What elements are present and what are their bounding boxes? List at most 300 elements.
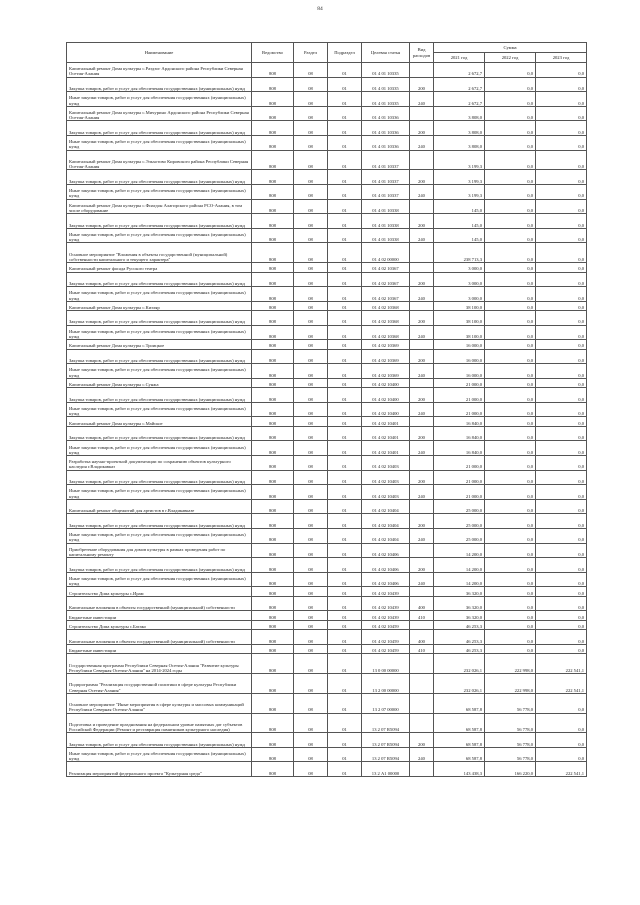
row-target: 01 4 02 10403 [362, 485, 410, 500]
row-sum-2023: 0,0 [536, 417, 587, 426]
row-sum-2021: 46 253,3 [434, 620, 485, 629]
row-expense-type [410, 654, 434, 674]
row-expense-type: 240 [410, 184, 434, 199]
table-body [67, 63, 587, 777]
row-sum-2021: 3 000,0 [434, 272, 485, 287]
row-target: 13 2 07 R5094 [362, 733, 410, 748]
row-name: Иные закупки товаров, работ и услуг для обеспечения государственных (муниципальных) нужд [67, 135, 252, 150]
table-row [67, 243, 587, 263]
row-subsection: 01 [328, 170, 362, 185]
row-sum-2021: 2 672,7 [434, 63, 485, 78]
row-sum-2022: 56 778,0 [485, 747, 536, 762]
row-subsection: 01 [328, 528, 362, 543]
row-name: Капитальные вложения в объекты государственной (муниципальной) собственности [67, 630, 252, 645]
row-subsection: 01 [328, 441, 362, 456]
row-expense-type [410, 106, 434, 121]
row-name: Иные закупки товаров, работ и услуг для обеспечения государственных (муниципальных) нужд [67, 528, 252, 543]
row-subsection: 01 [328, 630, 362, 645]
row-sum-2022: 0,0 [485, 596, 536, 611]
row-subsection: 01 [328, 92, 362, 107]
row-sum-2022: 0,0 [485, 63, 536, 78]
table-row [67, 654, 587, 674]
table-row [67, 214, 587, 229]
row-target: 01 4 02 10406 [362, 572, 410, 587]
row-department: 808 [252, 378, 294, 387]
row-sum-2021: 21 000,0 [434, 485, 485, 500]
row-department: 808 [252, 499, 294, 514]
table-row [67, 92, 587, 107]
row-section: 08 [294, 596, 328, 611]
table-header [67, 43, 587, 63]
row-target: 01 4 02 10404 [362, 499, 410, 514]
row-name: Иные закупки товаров, работ и услуг для обеспечения государственных (муниципальных) нужд [67, 441, 252, 456]
row-department: 808 [252, 644, 294, 653]
row-sum-2022: 0,0 [485, 184, 536, 199]
row-subsection: 01 [328, 272, 362, 287]
row-section: 08 [294, 402, 328, 417]
row-expense-type: 200 [410, 170, 434, 185]
row-name: Закупка товаров, работ и услуг для обеспечения государственных (муниципальных) нужд [67, 426, 252, 441]
row-department: 808 [252, 263, 294, 272]
row-sum-2022: 222 998,0 [485, 673, 536, 693]
row-name: Капитальный ремонт Дома культуры с.Фиагдон Алагирского района РСО-Алания, в том числе оборудование [67, 199, 252, 214]
row-section: 08 [294, 364, 328, 379]
header-department: Ведомство [252, 43, 294, 63]
row-sum-2023: 0,0 [536, 470, 587, 485]
row-section: 08 [294, 311, 328, 326]
row-sum-2022: 0,0 [485, 528, 536, 543]
table-row [67, 228, 587, 243]
row-section: 08 [294, 121, 328, 136]
row-expense-type: 200 [410, 214, 434, 229]
row-expense-type: 240 [410, 287, 434, 302]
row-section: 08 [294, 470, 328, 485]
row-department: 808 [252, 349, 294, 364]
table-row [67, 199, 587, 214]
table-row [67, 311, 587, 326]
row-sum-2023: 0,0 [536, 135, 587, 150]
row-subsection: 01 [328, 340, 362, 349]
table-row [67, 693, 587, 713]
row-department: 808 [252, 596, 294, 611]
row-sum-2022: 0,0 [485, 587, 536, 596]
row-subsection: 01 [328, 558, 362, 573]
row-department: 808 [252, 301, 294, 310]
row-name: Подпрограмма "Реализация государственной политики в сфере культуры Республики Северная Осетия-Алания" [67, 673, 252, 693]
row-sum-2022: 0,0 [485, 325, 536, 340]
row-department: 808 [252, 528, 294, 543]
row-subsection: 01 [328, 243, 362, 263]
row-sum-2021: 68 587,8 [434, 747, 485, 762]
row-target: 01 4 02 10403 [362, 470, 410, 485]
row-sum-2023: 0,0 [536, 170, 587, 185]
row-sum-2023: 0,0 [536, 747, 587, 762]
row-sum-2021: 16 000,0 [434, 349, 485, 364]
row-name: Закупка товаров, работ и услуг для обеспечения государственных (муниципальных) нужд [67, 558, 252, 573]
row-sum-2021: 36 320,0 [434, 611, 485, 620]
row-name: Закупка товаров, работ и услуг для обеспечения государственных (муниципальных) нужд [67, 121, 252, 136]
row-expense-type: 200 [410, 558, 434, 573]
row-subsection: 01 [328, 426, 362, 441]
table-row [67, 287, 587, 302]
row-expense-type: 240 [410, 364, 434, 379]
row-sum-2022: 0,0 [485, 287, 536, 302]
row-target: 13 2 07 00000 [362, 693, 410, 713]
row-target: 01 4 02 10400 [362, 402, 410, 417]
row-section: 08 [294, 485, 328, 500]
row-sum-2023: 0,0 [536, 349, 587, 364]
row-name: Капитальный ремонт Дома культуры с.Сунжа [67, 378, 252, 387]
row-subsection: 01 [328, 644, 362, 653]
table-row [67, 150, 587, 170]
row-section: 08 [294, 340, 328, 349]
row-subsection: 01 [328, 301, 362, 310]
row-sum-2023: 0,0 [536, 106, 587, 121]
row-subsection: 01 [328, 747, 362, 762]
row-sum-2023: 0,0 [536, 243, 587, 263]
row-subsection: 01 [328, 349, 362, 364]
row-name: Закупка товаров, работ и услуг для обеспечения государственных (муниципальных) нужд [67, 272, 252, 287]
table-row [67, 611, 587, 620]
row-sum-2022: 0,0 [485, 311, 536, 326]
row-sum-2021: 145,0 [434, 228, 485, 243]
row-subsection: 01 [328, 364, 362, 379]
row-section: 08 [294, 301, 328, 310]
row-expense-type: 200 [410, 426, 434, 441]
table-row [67, 620, 587, 629]
row-sum-2022: 0,0 [485, 243, 536, 263]
row-department: 808 [252, 287, 294, 302]
row-subsection: 01 [328, 199, 362, 214]
row-sum-2023: 222 541,1 [536, 762, 587, 777]
row-sum-2021: 14 200,0 [434, 572, 485, 587]
row-sum-2021: 3 199,3 [434, 150, 485, 170]
row-expense-type [410, 693, 434, 713]
row-sum-2021: 38 100,0 [434, 325, 485, 340]
table-row [67, 325, 587, 340]
row-expense-type: 410 [410, 644, 434, 653]
row-sum-2022: 0,0 [485, 630, 536, 645]
row-sum-2023: 0,0 [536, 364, 587, 379]
row-department: 808 [252, 388, 294, 403]
table-row [67, 426, 587, 441]
row-sum-2023: 0,0 [536, 301, 587, 310]
header-year-2021: 2021 год [434, 53, 485, 63]
row-subsection: 01 [328, 654, 362, 674]
table-row [67, 272, 587, 287]
row-sum-2022: 0,0 [485, 150, 536, 170]
row-sum-2023: 0,0 [536, 150, 587, 170]
table-row [67, 184, 587, 199]
row-target: 01 4 02 10439 [362, 587, 410, 596]
row-target: 01 4 01 10336 [362, 135, 410, 150]
row-section: 08 [294, 630, 328, 645]
row-section: 08 [294, 587, 328, 596]
row-subsection: 01 [328, 713, 362, 733]
row-target: 01 4 02 10439 [362, 596, 410, 611]
header-target: Целевая статья [362, 43, 410, 63]
row-sum-2022: 0,0 [485, 620, 536, 629]
row-sum-2023: 0,0 [536, 214, 587, 229]
table-row [67, 558, 587, 573]
row-target: 13 2 00 00000 [362, 673, 410, 693]
row-sum-2021: 21 000,0 [434, 388, 485, 403]
row-subsection: 01 [328, 214, 362, 229]
row-sum-2023: 0,0 [536, 528, 587, 543]
row-sum-2022: 0,0 [485, 340, 536, 349]
row-name: Строительство Дома культуры с.Ирам [67, 587, 252, 596]
row-sum-2023: 0,0 [536, 287, 587, 302]
row-subsection: 01 [328, 184, 362, 199]
row-sum-2021: 46 253,3 [434, 630, 485, 645]
row-sum-2023: 0,0 [536, 644, 587, 653]
row-sum-2023: 0,0 [536, 263, 587, 272]
row-sum-2021: 16 000,0 [434, 364, 485, 379]
row-target: 01 4 02 10400 [362, 388, 410, 403]
row-sum-2022: 0,0 [485, 572, 536, 587]
row-sum-2021: 25 000,0 [434, 528, 485, 543]
row-department: 808 [252, 693, 294, 713]
row-department: 808 [252, 228, 294, 243]
row-sum-2021: 238 713,3 [434, 243, 485, 263]
row-name: Подготовка и проведение празднования на федеральном уровне памятных дат субъектов Российской Федерации (Ремонт и реставрация памятников культурного наследия) [67, 713, 252, 733]
row-section: 08 [294, 214, 328, 229]
row-expense-type: 200 [410, 388, 434, 403]
row-expense-type [410, 620, 434, 629]
row-sum-2023: 0,0 [536, 499, 587, 514]
row-section: 08 [294, 199, 328, 214]
table-row [67, 733, 587, 748]
table-row [67, 170, 587, 185]
row-sum-2021: 3 808,0 [434, 121, 485, 136]
table-row [67, 388, 587, 403]
row-sum-2023: 0,0 [536, 543, 587, 558]
row-name: Иные закупки товаров, работ и услуг для обеспечения государственных (муниципальных) нужд [67, 485, 252, 500]
row-target: 01 4 02 10369 [362, 364, 410, 379]
row-department: 808 [252, 514, 294, 529]
row-section: 08 [294, 733, 328, 748]
table-row [67, 402, 587, 417]
row-sum-2023: 0,0 [536, 378, 587, 387]
row-expense-type: 200 [410, 349, 434, 364]
row-sum-2022: 0,0 [485, 611, 536, 620]
table-row [67, 470, 587, 485]
row-expense-type: 200 [410, 470, 434, 485]
row-target: 01 4 02 10401 [362, 417, 410, 426]
row-expense-type [410, 417, 434, 426]
table-row [67, 378, 587, 387]
row-sum-2022: 222 998,0 [485, 654, 536, 674]
row-subsection: 01 [328, 596, 362, 611]
row-subsection: 01 [328, 106, 362, 121]
page-number: 84 [317, 6, 323, 12]
row-subsection: 01 [328, 388, 362, 403]
row-subsection: 01 [328, 417, 362, 426]
row-section: 08 [294, 378, 328, 387]
header-section: Раздел [294, 43, 328, 63]
row-sum-2021: 145,0 [434, 214, 485, 229]
row-section: 08 [294, 63, 328, 78]
row-sum-2022: 56 778,0 [485, 733, 536, 748]
row-target: 01 4 02 10369 [362, 340, 410, 349]
row-subsection: 01 [328, 135, 362, 150]
row-sum-2022: 0,0 [485, 644, 536, 653]
row-sum-2022: 56 778,0 [485, 713, 536, 733]
row-department: 808 [252, 325, 294, 340]
row-target: 01 4 02 10400 [362, 378, 410, 387]
row-sum-2021: 143 438,3 [434, 762, 485, 777]
row-section: 08 [294, 417, 328, 426]
table-row [67, 121, 587, 136]
row-sum-2021: 232 026,1 [434, 673, 485, 693]
table-row [67, 135, 587, 150]
row-sum-2022: 0,0 [485, 470, 536, 485]
row-department: 808 [252, 417, 294, 426]
row-section: 08 [294, 747, 328, 762]
table-row [67, 364, 587, 379]
row-sum-2021: 232 026,1 [434, 654, 485, 674]
row-expense-type: 200 [410, 514, 434, 529]
row-subsection: 01 [328, 514, 362, 529]
row-name: Капитальные вложения в объекты государственной (муниципальной) собственности [67, 596, 252, 611]
row-department: 808 [252, 572, 294, 587]
row-expense-type [410, 713, 434, 733]
row-name: Капитальный ремонт Дома культуры с.Троицкое [67, 340, 252, 349]
row-section: 08 [294, 572, 328, 587]
row-expense-type [410, 263, 434, 272]
row-sum-2021: 145,0 [434, 199, 485, 214]
row-sum-2021: 46 253,3 [434, 644, 485, 653]
row-sum-2023: 0,0 [536, 311, 587, 326]
row-subsection: 01 [328, 620, 362, 629]
row-section: 08 [294, 228, 328, 243]
row-target: 01 4 02 10459 [362, 644, 410, 653]
row-target: 01 4 01 10335 [362, 63, 410, 78]
row-department: 808 [252, 311, 294, 326]
row-sum-2021: 68 587,8 [434, 713, 485, 733]
table-row [67, 528, 587, 543]
row-section: 08 [294, 620, 328, 629]
row-expense-type [410, 587, 434, 596]
row-subsection: 01 [328, 311, 362, 326]
row-section: 08 [294, 762, 328, 777]
row-target: 01 4 02 10459 [362, 630, 410, 645]
row-department: 808 [252, 733, 294, 748]
row-name: Разработка научно-проектной документации по сохранению объектов культурного наследия г.Владикавказ [67, 456, 252, 471]
row-department: 808 [252, 611, 294, 620]
row-sum-2023: 0,0 [536, 388, 587, 403]
row-expense-type: 240 [410, 228, 434, 243]
row-section: 08 [294, 106, 328, 121]
row-section: 08 [294, 693, 328, 713]
row-subsection: 01 [328, 325, 362, 340]
row-expense-type [410, 63, 434, 78]
row-target: 01 4 02 10401 [362, 426, 410, 441]
row-sum-2022: 0,0 [485, 301, 536, 310]
row-name: Основное мероприятие "Вложения в объекты государственной (муниципальной) собственности капитального и текущего характера" [67, 243, 252, 263]
row-expense-type: 240 [410, 325, 434, 340]
table-row [67, 673, 587, 693]
row-sum-2021: 14 200,0 [434, 543, 485, 558]
row-expense-type [410, 762, 434, 777]
row-sum-2022: 0,0 [485, 199, 536, 214]
row-section: 08 [294, 426, 328, 441]
row-department: 808 [252, 402, 294, 417]
row-sum-2022: 0,0 [485, 402, 536, 417]
row-sum-2023: 0,0 [536, 587, 587, 596]
row-section: 08 [294, 673, 328, 693]
table-row [67, 596, 587, 611]
row-target: 01 4 01 10337 [362, 150, 410, 170]
row-subsection: 01 [328, 693, 362, 713]
row-name: Иные закупки товаров, работ и услуг для обеспечения государственных (муниципальных) нужд [67, 364, 252, 379]
row-department: 808 [252, 630, 294, 645]
table-row [67, 499, 587, 514]
row-section: 08 [294, 543, 328, 558]
row-sum-2023: 0,0 [536, 611, 587, 620]
row-sum-2021: 3 199,3 [434, 170, 485, 185]
row-subsection: 01 [328, 499, 362, 514]
table-row [67, 713, 587, 733]
row-name: Закупка товаров, работ и услуг для обеспечения государственных (муниципальных) нужд [67, 349, 252, 364]
row-name: Бюджетные инвестиции [67, 644, 252, 653]
row-target: 13 2 07 R5094 [362, 713, 410, 733]
row-subsection: 01 [328, 543, 362, 558]
row-department: 808 [252, 150, 294, 170]
table-row [67, 77, 587, 92]
row-expense-type [410, 340, 434, 349]
row-section: 08 [294, 92, 328, 107]
row-section: 08 [294, 272, 328, 287]
row-sum-2022: 0,0 [485, 272, 536, 287]
row-target: 01 4 02 10439 [362, 611, 410, 620]
row-section: 08 [294, 713, 328, 733]
row-name: Иные закупки товаров, работ и услуг для обеспечения государственных (муниципальных) нужд [67, 287, 252, 302]
row-department: 808 [252, 63, 294, 78]
row-sum-2022: 0,0 [485, 263, 536, 272]
row-sum-2021: 68 587,8 [434, 733, 485, 748]
row-subsection: 01 [328, 150, 362, 170]
row-target: 01 4 01 10337 [362, 184, 410, 199]
row-target: 01 4 01 10338 [362, 199, 410, 214]
table-row [67, 340, 587, 349]
row-name: Закупка товаров, работ и услуг для обеспечения государственных (муниципальных) нужд [67, 733, 252, 748]
row-section: 08 [294, 150, 328, 170]
row-sum-2022: 0,0 [485, 214, 536, 229]
row-expense-type [410, 673, 434, 693]
row-department: 808 [252, 587, 294, 596]
table-row [67, 543, 587, 558]
row-name: Иные закупки товаров, работ и услуг для обеспечения государственных (муниципальных) нужд [67, 184, 252, 199]
row-sum-2022: 166 220,0 [485, 762, 536, 777]
row-subsection: 01 [328, 287, 362, 302]
row-section: 08 [294, 644, 328, 653]
row-target: 01 4 02 10459 [362, 620, 410, 629]
row-sum-2023: 222 541,1 [536, 654, 587, 674]
row-sum-2023: 0,0 [536, 184, 587, 199]
row-name: Капитальный ремонт Дома культуры с.Мичурино Ардонского района Республики Северная Осетия-Алания [67, 106, 252, 121]
table-row [67, 514, 587, 529]
table-row [67, 417, 587, 426]
row-sum-2021: 3 808,0 [434, 135, 485, 150]
row-sum-2023: 0,0 [536, 121, 587, 136]
row-section: 08 [294, 135, 328, 150]
row-sum-2023: 0,0 [536, 572, 587, 587]
row-expense-type [410, 199, 434, 214]
row-expense-type: 240 [410, 92, 434, 107]
table-row [67, 762, 587, 777]
row-sum-2023: 0,0 [536, 630, 587, 645]
